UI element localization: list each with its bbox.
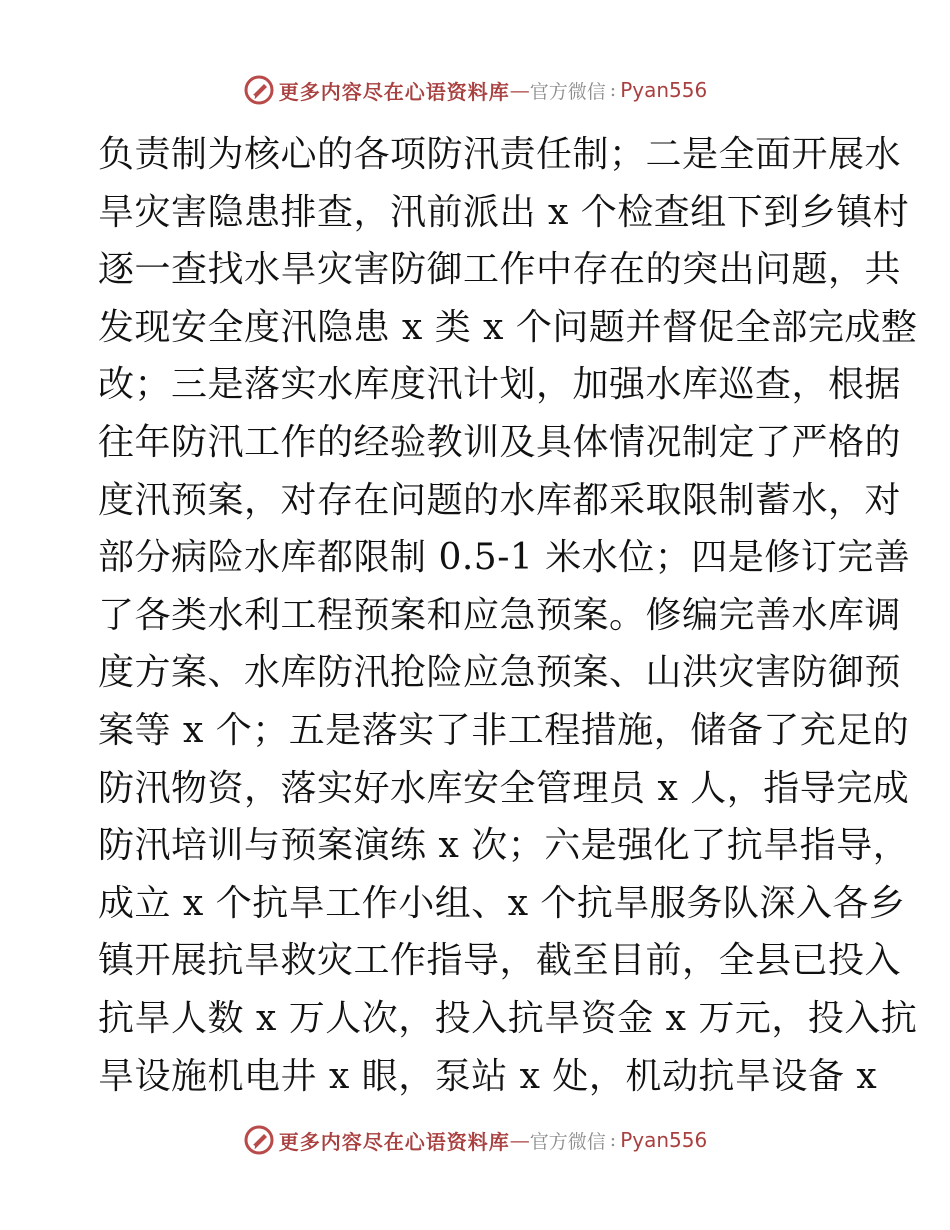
pen-logo-icon [243,74,275,106]
banner-separator: : [609,1129,617,1151]
text-line: 改；三是落实水库度汛计划，加强水库巡查，根据 [98,364,902,406]
text-line: 旱设施机电井 x 眼，泵站 x 处，机动抗旱设备 x [98,1055,878,1097]
pen-logo-icon [243,1124,275,1156]
body-text [98,126,918,1105]
banner-separator: : [609,79,617,101]
header-banner [0,70,950,110]
banner-subtitle: 官方微信 [529,80,606,103]
banner-subtitle: 官方微信 [529,1130,606,1153]
banner-dash: — [509,78,530,102]
banner-title: 更多内容尽在心语资料库 [278,1129,510,1154]
text-line: 逐一查找水旱灾害防御工作中存在的突出问题，共 [98,249,902,291]
text-line: 案等 x 个；五是落实了非工程措施，储备了充足的 [98,709,910,751]
banner-wechat-id: Pyan556 [620,78,708,102]
text-line: 成立 x 个抗旱工作小组、x 个抗旱服务队深入各乡 [98,882,906,924]
text-line: 发现安全度汛隐患 x 类 x 个问题并督促全部完成整 [98,306,918,348]
text-line: 镇开展抗旱救灾工作指导，截至目前，全县已投入 [98,940,902,982]
text-line: 旱灾害隐患排查，汛前派出 x 个检查组下到乡镇村 [98,191,910,233]
text-line: 往年防汛工作的经验教训及具体情况制定了严格的 [98,421,902,463]
banner-title: 更多内容尽在心语资料库 [278,79,510,104]
text-line: 防汛培训与预案演练 x 次；六是强化了抗旱指导， [98,825,910,867]
text-line: 防汛物资，落实好水库安全管理员 x 人，指导完成 [98,767,910,809]
text-line: 抗旱人数 x 万人次，投入抗旱资金 x 万元，投入抗 [98,997,918,1039]
footer-banner [0,1120,950,1160]
text-line: 负责制为核心的各项防汛责任制；二是全面开展水 [98,134,902,175]
text-line: 度方案、水库防汛抢险应急预案、山洪灾害防御预 [98,652,902,694]
text-line: 了各类水利工程预案和应急预案。修编完善水库调 [98,594,902,636]
text-line: 部分病险水库都限制 0.5-1 米水位；四是修订完善 [98,537,911,579]
text-line: 度汛预案，对存在问题的水库都采取限制蓄水，对 [98,479,902,521]
banner-wechat-id: Pyan556 [620,1128,708,1152]
banner-dash: — [509,1128,530,1152]
